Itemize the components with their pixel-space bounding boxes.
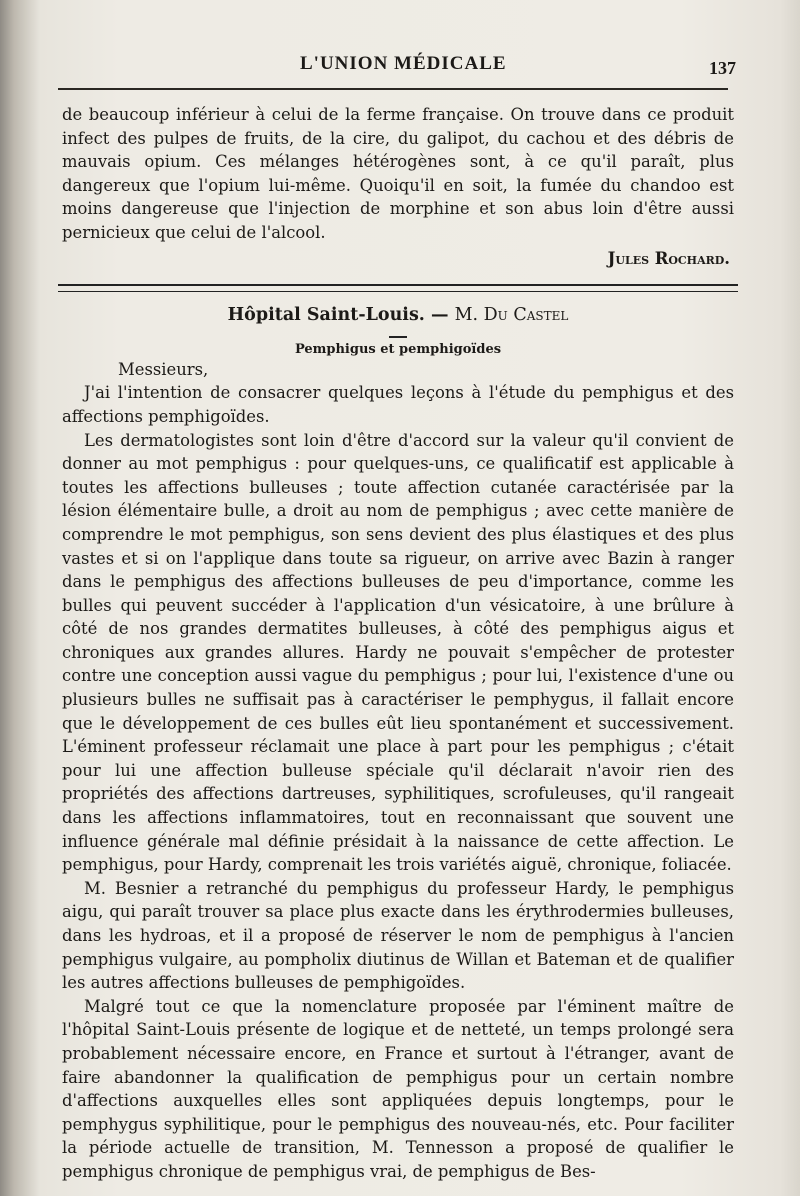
section-title <box>62 304 734 328</box>
page-header <box>60 50 740 82</box>
lecturer-name: M. Du Castel <box>454 305 569 326</box>
salutation: Messieurs, <box>118 359 209 379</box>
header-rule <box>58 88 728 90</box>
page-body <box>62 103 734 1184</box>
article-paragraph: de beaucoup inférieur à celui de la ferme française. On trouve dans ce produit infect des pulpes de fruits, de la cire, du galipot, du cachou et des débris de mauvais opium. Ces mélanges hétérogènes sont, à ce qu'il paraît, plus dangereux que l'opium lui-même. Quoiqu'il en soit, la fumée du chandoo est moins dangereuse que l'injection de morphine et son abus loin d'être aussi pernicieux que celui de l'alcool. <box>62 105 734 242</box>
page-number: 137 <box>709 58 736 78</box>
body-paragraph: Les dermatologistes sont loin d'être d'accord sur la valeur qu'il convient de donner au mot pemphigus : pour quelques-uns, ce qualificatif est applicable à toutes les affections bulleuses ; toute affection cutanée caractérisée par la lésion élémentaire bulle, a droit au nom de pemphigus ; avec cette manière de comprendre le mot pemphigus, son sens devient des plus élastiques et des plus vastes et si on l'applique dans toute sa rigueur, on arrive avec Bazin à ranger dans le pemphigus des affections bulleuses de peu d'importance, comme les bulles qui peuvent succéder à l'application d'un vésicatoire, à une brûlure à côté de nos grandes dermatites bulleuses, à côté des pemphigus aigus et chroniques aux grandes allures. Hardy ne pouvait s'empêcher de protester contre une conception aussi vague du pemphigus ; pour lui, l'existence d'une ou plusieurs bulles ne suffisait pas à caractériser le pemphygus, il fallait encore que le développement de ces bulles eût lieu spontanément et successivement. L'éminent professeur réclamait une place à part pour les pemphigus ; c'était pour lui une affection bulleuse spéciale qu'il déclarait n'avoir rien des propriétés des affections dartreuses, syphilitiques, scrofuleuses, qu'il rangeait dans les affections inflammatoires, tout en reconnaissant que souvent une influence générale mal définie présidait à la naissance de cette affection. Le pemphigus, pour Hardy, comprenait les trois variétés aiguë, chronique, foliacée. <box>62 430 734 875</box>
title-dash <box>389 336 407 338</box>
hospital-name: Hôpital Saint-Louis. — <box>227 305 449 326</box>
section-divider <box>58 284 738 292</box>
lecture-subtitle: Pemphigus et pemphigoïdes <box>294 341 502 357</box>
running-title: L'UNION MÉDICALE <box>300 53 507 74</box>
body-paragraph: M. Besnier a retranché du pemphigus du professeur Hardy, le pemphigus aigu, qui paraît trouver sa place plus exacte dans les érythrodermies bulleuses, dans les hydroas, et il a proposé de réserver le nom de pemphigus à l'ancien pemphigus vulgaire, au pompholix diutinus de Willan et Bateman et de qualifier les autres affections bulleuses de pemphigoïdes. <box>62 878 734 993</box>
body-paragraph: J'ai l'intention de consacrer quelques leçons à l'étude du pemphigus et des affections pemphigoïdes. <box>62 383 734 426</box>
body-paragraph: Malgré tout ce que la nomenclature proposée par l'éminent maître de l'hôpital Saint-Louis présente de logique et de netteté, un temps prolongé sera probablement nécessaire encore, en France et surtout à l'étranger, avant de faire abandonner la qualification de pemphigus pour un certain nombre d'affections auxquelles elles sont appliquées depuis longtemps, pour le pemphygus syphilitique, pour le pemphigus des nouveau-nés, etc. Pour faciliter la période actuelle de transition, M. Tennesson a proposé de qualifier le pemphigus chronique de pemphigus vrai, de pemphigus de Bes- <box>62 996 734 1181</box>
author-signature: Jules Rochard. <box>607 248 730 268</box>
